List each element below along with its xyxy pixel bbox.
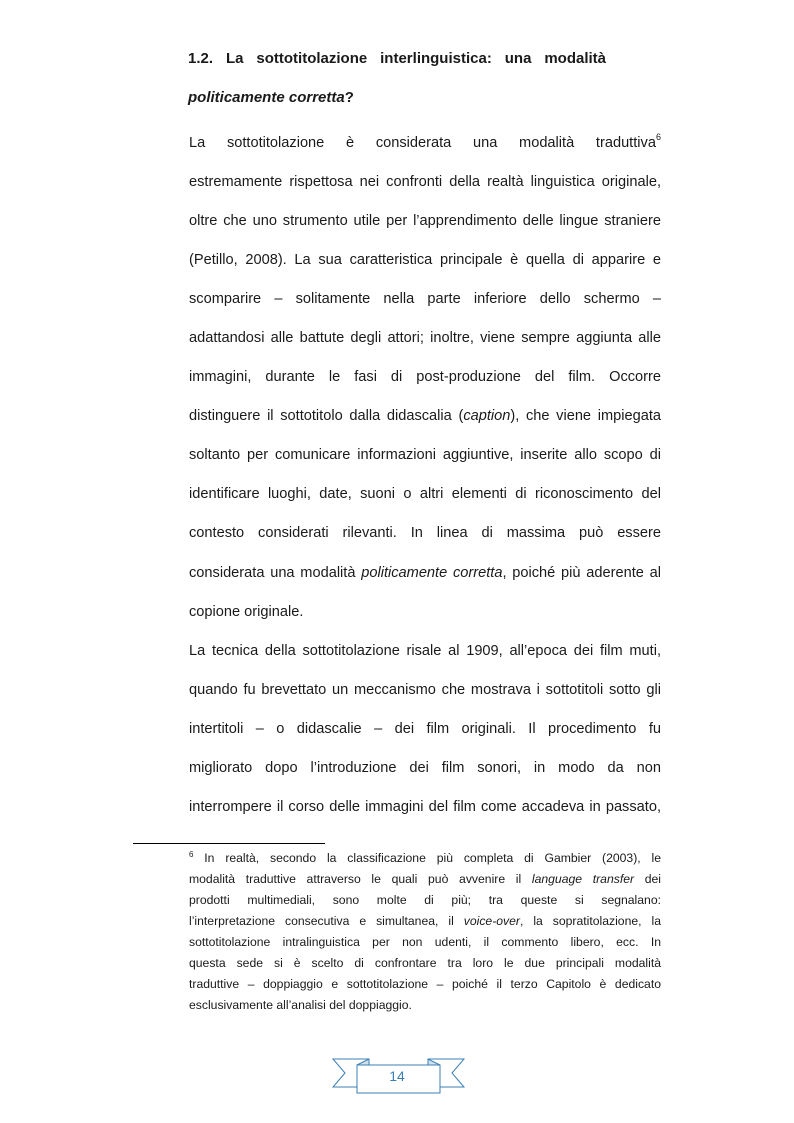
paragraph-line: soltanto per comunicare informazioni aggiuntive, inserite allo scopo di <box>189 447 661 463</box>
paragraph-line: identificare luoghi, date, suoni o altri elementi di riconoscimento del <box>189 486 661 502</box>
paragraph-line: distinguere il sottotitolo dalla didascalia (caption), che viene impiegata <box>189 408 662 424</box>
paragraph-line: copione originale. <box>189 604 304 620</box>
footnote-line: esclusivamente all’analisi del doppiaggio. <box>189 998 412 1012</box>
footnote-line: questa sede si è scelto di confrontare tra loro le due principali modalità <box>189 956 661 970</box>
paragraph-line: scomparire – solitamente nella parte inferiore dello schermo – <box>189 291 661 307</box>
section-heading-line-1: 1.2. La sottotitolazione interlinguistica: una modalità <box>188 50 607 67</box>
footnote-line: l’interpretazione consecutiva e simultanea, il voice-over, la sopratitolazione, la <box>189 914 661 928</box>
paragraph-line: estremamente rispettosa nei confronti della realtà linguistica originale, <box>189 174 661 190</box>
footnote-line: prodotti multimediali, sono molte di più; tra queste si segnalano: <box>189 893 661 907</box>
footnote-line: $^6$ In realtà, secondo la classificazione più completa di Gambier (2003), le <box>189 850 661 865</box>
footnote-line: traduttive – doppiaggio e sottotitolazione – poiché il terzo Capitolo è dedicato <box>189 977 661 991</box>
paragraph-line: (Petillo, 2008). La sua caratteristica principale è quella di apparire e <box>189 252 661 268</box>
paragraph-line: considerata una modalità politicamente corretta, poiché più aderente al <box>189 565 661 581</box>
paragraph-line: migliorato dopo l’introduzione dei film sonori, in modo da non <box>189 760 661 776</box>
footnote-reference[interactable]: traduttiva$^6$ <box>595 132 661 151</box>
page-number: 14 <box>389 1068 405 1084</box>
paragraph-line: La sottotitolazione è considerata una modalità traduttiva$^6$ <box>189 132 661 151</box>
footnote-separator <box>133 843 325 844</box>
paragraph-line: La tecnica della sottotitolazione risale al 1909, all’epoca dei film muti, <box>189 643 661 659</box>
paragraph-line: quando fu brevettato un meccanismo che mostrava i sottotitoli sotto gli <box>189 682 661 698</box>
paragraph-line: adattandosi alle battute degli attori; inoltre, viene sempre aggiunta alle <box>189 330 661 346</box>
paragraph-line: contesto considerati rilevanti. In linea di massima può essere <box>189 525 661 541</box>
paragraph-line: oltre che uno strumento utile per l’apprendimento delle lingue straniere <box>189 213 661 229</box>
section-heading-line-2: politicamente corretta? <box>188 89 354 106</box>
paragraph-line: intertitoli – o didascalie – dei film originali. Il procedimento fu <box>189 721 661 737</box>
paragraph-line: immagini, durante le fasi di post-produzione del film. Occorre <box>189 369 661 385</box>
footnote-line: sottotitolazione intralinguistica per non udenti, il commento libero, ecc. In <box>189 935 661 949</box>
paragraph-line: interrompere il corso delle immagini del film come accadeva in passato, <box>189 799 661 815</box>
footnote-number: 6 <box>189 850 194 859</box>
footnote-line: modalità traduttive attraverso le quali può avvenire il language transfer dei <box>189 872 661 886</box>
